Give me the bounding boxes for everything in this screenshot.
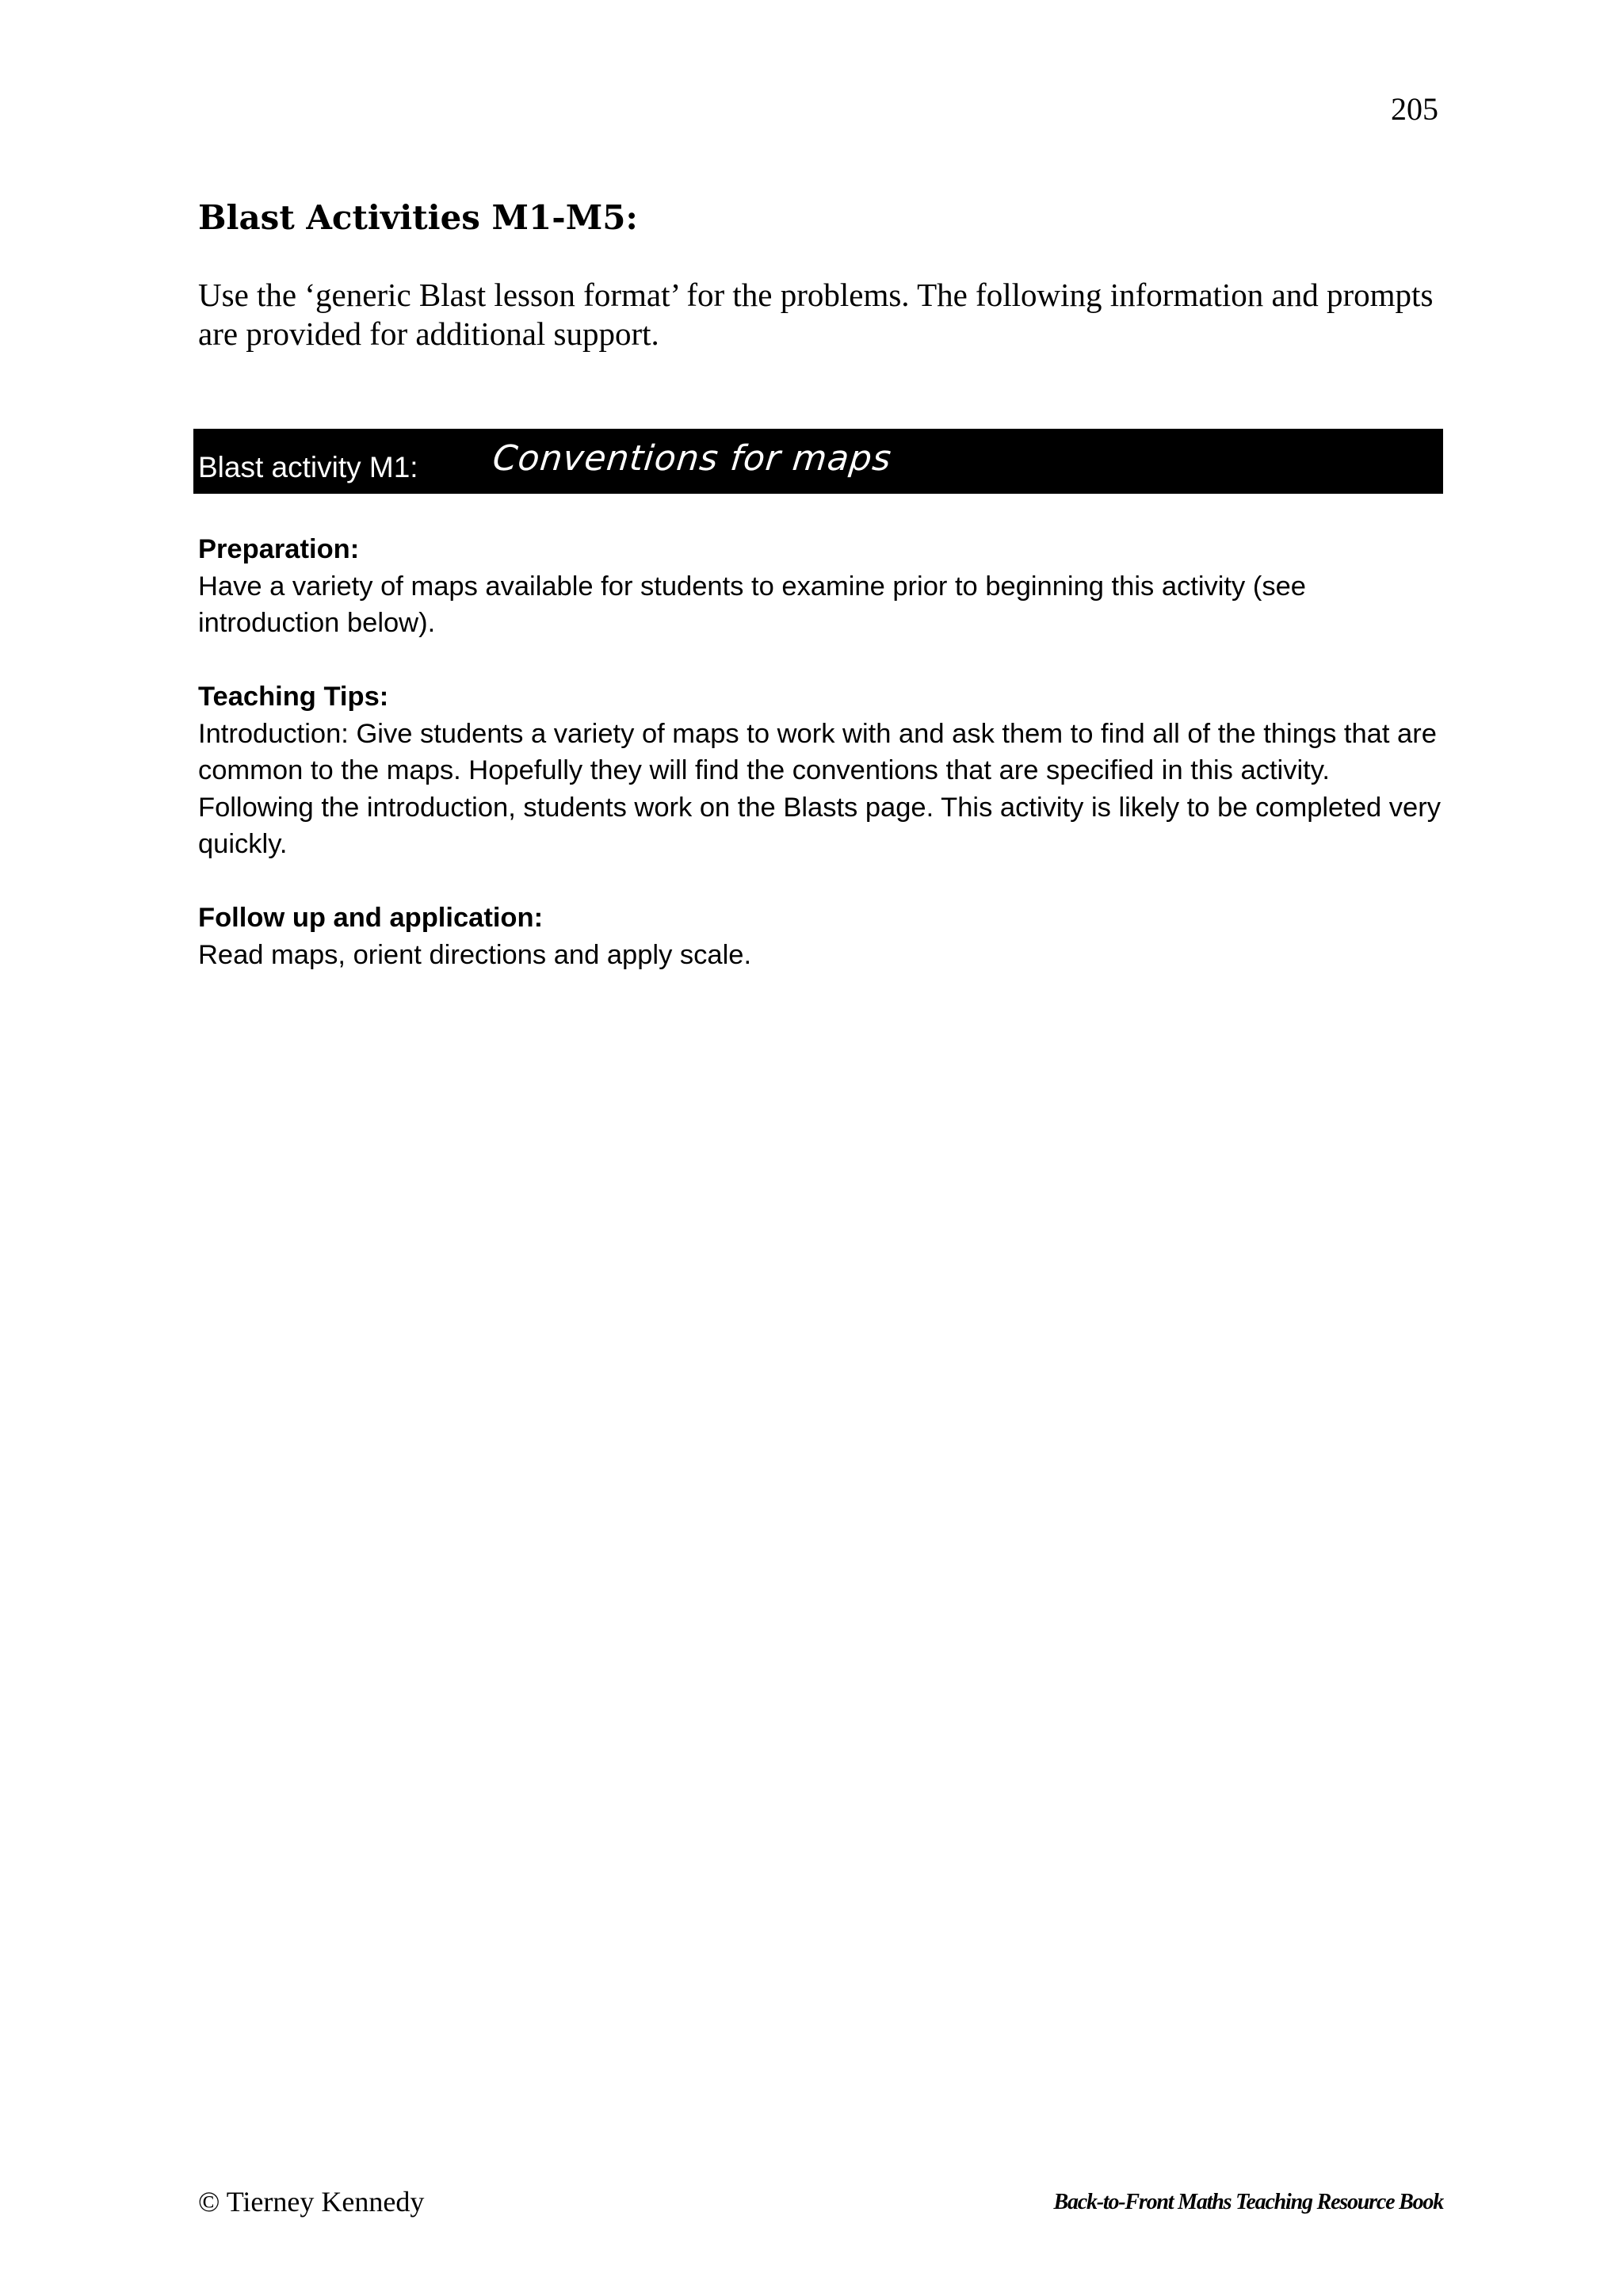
section-heading: Blast Activities M1-M5:	[198, 198, 638, 237]
activity-banner	[193, 429, 1443, 494]
preparation-heading: Preparation:	[198, 534, 360, 564]
activity-label: Blast activity M1:	[198, 450, 418, 483]
teaching-tips-section	[198, 678, 1450, 863]
teaching-tips-text: Introduction: Give students a variety of maps to work with and ask them to find all of the things that are common to the maps. Hopefully they will find the conventions that are specified in this activity. Following the introduction, students work on the Blasts page. This activity is likely to be completed very quickly.	[198, 718, 1441, 859]
follow-up-section	[198, 900, 1450, 973]
follow-up-text: Read maps, orient directions and apply scale.	[198, 939, 752, 970]
preparation-section	[198, 531, 1450, 642]
intro-paragraph: Use the ‘generic Blast lesson format’ for the problems. The following information and prompts are provided for additional support.	[198, 277, 1434, 352]
preparation-text: Have a variety of maps available for students to examine prior to beginning this activity (see introduction below).	[198, 571, 1306, 638]
footer-book-title: Back-to-Front Maths Teaching Resource Book	[1053, 2190, 1443, 2214]
page-number: 205	[1391, 91, 1438, 127]
teaching-tips-heading: Teaching Tips:	[198, 682, 389, 712]
activity-title: Conventions for maps	[491, 438, 894, 479]
follow-up-heading: Follow up and application:	[198, 903, 544, 933]
footer-copyright: © Tierney Kennedy	[198, 2186, 425, 2218]
